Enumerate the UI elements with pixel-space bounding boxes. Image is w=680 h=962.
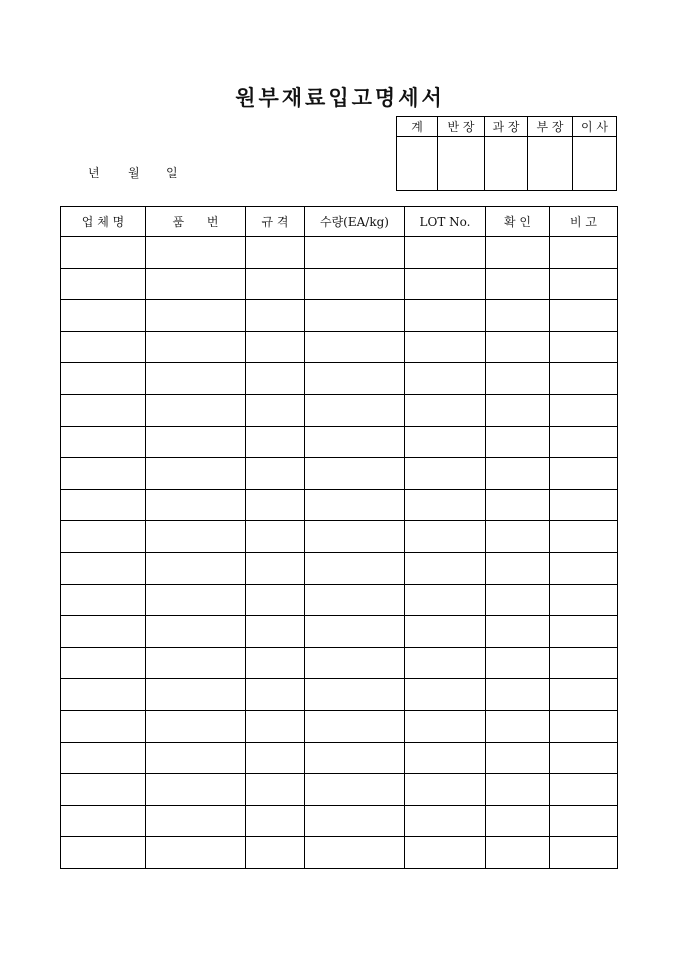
cell-quantity[interactable]: [305, 363, 405, 395]
cell-quantity[interactable]: [305, 584, 405, 616]
cell-quantity[interactable]: [305, 647, 405, 679]
cell-remarks[interactable]: [550, 584, 618, 616]
cell-check[interactable]: [486, 805, 550, 837]
cell-quantity[interactable]: [305, 331, 405, 363]
cell-lot-no[interactable]: [405, 489, 486, 521]
table-row: [61, 331, 618, 363]
cell-spec[interactable]: [246, 679, 305, 711]
cell-check[interactable]: [486, 710, 550, 742]
cell-quantity[interactable]: [305, 489, 405, 521]
table-row: [61, 710, 618, 742]
cell-quantity[interactable]: [305, 679, 405, 711]
cell-check[interactable]: [486, 489, 550, 521]
cell-lot-no[interactable]: [405, 394, 486, 426]
cell-vendor[interactable]: [61, 331, 146, 363]
cell-part-no[interactable]: [146, 394, 246, 426]
date-year-label: 년: [88, 166, 100, 180]
cell-part-no[interactable]: [146, 458, 246, 490]
cell-part-no[interactable]: [146, 584, 246, 616]
table-row: [61, 489, 618, 521]
table-header-row: [61, 207, 618, 237]
cell-quantity[interactable]: [305, 237, 405, 269]
cell-lot-no[interactable]: [405, 805, 486, 837]
cell-part-no[interactable]: [146, 237, 246, 269]
cell-vendor[interactable]: [61, 426, 146, 458]
table-body: [61, 237, 618, 869]
cell-lot-no[interactable]: [405, 679, 486, 711]
header-vendor: 업 체 명: [61, 207, 146, 237]
cell-part-no[interactable]: [146, 837, 246, 869]
cell-lot-no[interactable]: [405, 584, 486, 616]
cell-quantity[interactable]: [305, 300, 405, 332]
cell-spec[interactable]: [246, 805, 305, 837]
cell-quantity[interactable]: [305, 394, 405, 426]
cell-check[interactable]: [486, 647, 550, 679]
cell-check[interactable]: [486, 268, 550, 300]
cell-remarks[interactable]: [550, 679, 618, 711]
cell-lot-no[interactable]: [405, 458, 486, 490]
cell-part-no[interactable]: [146, 647, 246, 679]
cell-check[interactable]: [486, 394, 550, 426]
table-row: [61, 805, 618, 837]
cell-vendor[interactable]: [61, 363, 146, 395]
header-spec: 규 격: [246, 207, 305, 237]
cell-part-no[interactable]: [146, 363, 246, 395]
cell-check[interactable]: [486, 300, 550, 332]
page-title: 원부재료입고명세서: [235, 85, 445, 110]
cell-remarks[interactable]: [550, 710, 618, 742]
cell-remarks[interactable]: [550, 268, 618, 300]
header-remarks: 비 고: [550, 207, 618, 237]
cell-remarks[interactable]: [550, 237, 618, 269]
cell-part-no[interactable]: [146, 616, 246, 648]
cell-vendor[interactable]: [61, 300, 146, 332]
cell-spec[interactable]: [246, 458, 305, 490]
cell-remarks[interactable]: [550, 394, 618, 426]
approval-header-section-chief: 과 장: [485, 117, 528, 137]
cell-lot-no[interactable]: [405, 268, 486, 300]
cell-remarks[interactable]: [550, 300, 618, 332]
cell-lot-no[interactable]: [405, 426, 486, 458]
table-row: [61, 552, 618, 584]
cell-part-no[interactable]: [146, 742, 246, 774]
cell-check[interactable]: [486, 552, 550, 584]
cell-check[interactable]: [486, 679, 550, 711]
header-check: 확 인: [486, 207, 550, 237]
cell-spec[interactable]: [246, 584, 305, 616]
cell-remarks[interactable]: [550, 805, 618, 837]
cell-lot-no[interactable]: [405, 647, 486, 679]
cell-check[interactable]: [486, 584, 550, 616]
cell-lot-no[interactable]: [405, 552, 486, 584]
cell-vendor[interactable]: [61, 679, 146, 711]
cell-quantity[interactable]: [305, 552, 405, 584]
cell-part-no[interactable]: [146, 521, 246, 553]
cell-lot-no[interactable]: [405, 521, 486, 553]
cell-spec[interactable]: [246, 647, 305, 679]
cell-lot-no[interactable]: [405, 837, 486, 869]
cell-check[interactable]: [486, 521, 550, 553]
cell-check[interactable]: [486, 237, 550, 269]
cell-spec[interactable]: [246, 616, 305, 648]
cell-remarks[interactable]: [550, 489, 618, 521]
date-line: [88, 164, 178, 181]
table-row: [61, 774, 618, 806]
cell-lot-no[interactable]: [405, 363, 486, 395]
cell-check[interactable]: [486, 458, 550, 490]
table-row: [61, 616, 618, 648]
cell-vendor[interactable]: [61, 394, 146, 426]
cell-quantity[interactable]: [305, 268, 405, 300]
table-row: [61, 426, 618, 458]
cell-check[interactable]: [486, 426, 550, 458]
cell-vendor[interactable]: [61, 805, 146, 837]
cell-spec[interactable]: [246, 237, 305, 269]
cell-part-no[interactable]: [146, 300, 246, 332]
table-row: [61, 647, 618, 679]
approval-sign-dept-head[interactable]: [528, 137, 573, 191]
approval-header-foreman: 반 장: [438, 117, 485, 137]
cell-vendor[interactable]: [61, 489, 146, 521]
cell-vendor[interactable]: [61, 268, 146, 300]
cell-vendor[interactable]: [61, 458, 146, 490]
cell-spec[interactable]: [246, 837, 305, 869]
cell-lot-no[interactable]: [405, 742, 486, 774]
cell-quantity[interactable]: [305, 710, 405, 742]
cell-spec[interactable]: [246, 331, 305, 363]
cell-check[interactable]: [486, 616, 550, 648]
receipt-table: [60, 206, 618, 869]
cell-remarks[interactable]: [550, 426, 618, 458]
cell-check[interactable]: [486, 742, 550, 774]
date-day-label: 일: [166, 166, 178, 180]
cell-spec[interactable]: [246, 268, 305, 300]
cell-spec[interactable]: [246, 742, 305, 774]
cell-spec[interactable]: [246, 489, 305, 521]
table-row: [61, 521, 618, 553]
cell-spec[interactable]: [246, 300, 305, 332]
cell-lot-no[interactable]: [405, 300, 486, 332]
cell-vendor[interactable]: [61, 837, 146, 869]
cell-lot-no[interactable]: [405, 774, 486, 806]
cell-quantity[interactable]: [305, 774, 405, 806]
cell-vendor[interactable]: [61, 584, 146, 616]
cell-remarks[interactable]: [550, 647, 618, 679]
cell-remarks[interactable]: [550, 363, 618, 395]
approval-sign-foreman[interactable]: [438, 137, 485, 191]
table-row: [61, 237, 618, 269]
cell-vendor[interactable]: [61, 552, 146, 584]
cell-spec[interactable]: [246, 394, 305, 426]
cell-check[interactable]: [486, 837, 550, 869]
cell-remarks[interactable]: [550, 521, 618, 553]
cell-spec[interactable]: [246, 363, 305, 395]
header-lot-no: LOT No.: [405, 207, 486, 237]
approval-sign-staff[interactable]: [397, 137, 438, 191]
cell-spec[interactable]: [246, 426, 305, 458]
header-quantity: 수량(EA/kg): [305, 207, 405, 237]
cell-part-no[interactable]: [146, 489, 246, 521]
cell-remarks[interactable]: [550, 616, 618, 648]
cell-quantity[interactable]: [305, 616, 405, 648]
cell-remarks[interactable]: [550, 458, 618, 490]
table-row: [61, 363, 618, 395]
cell-lot-no[interactable]: [405, 237, 486, 269]
approval-table: [396, 116, 617, 191]
cell-part-no[interactable]: [146, 710, 246, 742]
approval-header-staff: 계: [397, 117, 438, 137]
cell-vendor[interactable]: [61, 616, 146, 648]
table-row: [61, 742, 618, 774]
cell-remarks[interactable]: [550, 774, 618, 806]
cell-check[interactable]: [486, 331, 550, 363]
table-row: [61, 300, 618, 332]
cell-spec[interactable]: [246, 774, 305, 806]
cell-part-no[interactable]: [146, 426, 246, 458]
approval-header-director: 이 사: [573, 117, 617, 137]
table-row: [61, 837, 618, 869]
cell-vendor[interactable]: [61, 237, 146, 269]
cell-spec[interactable]: [246, 521, 305, 553]
cell-part-no[interactable]: [146, 268, 246, 300]
cell-vendor[interactable]: [61, 742, 146, 774]
cell-vendor[interactable]: [61, 647, 146, 679]
cell-vendor[interactable]: [61, 774, 146, 806]
cell-check[interactable]: [486, 363, 550, 395]
date-month-label: 월: [128, 166, 140, 180]
cell-remarks[interactable]: [550, 742, 618, 774]
cell-quantity[interactable]: [305, 742, 405, 774]
cell-remarks[interactable]: [550, 837, 618, 869]
cell-quantity[interactable]: [305, 521, 405, 553]
cell-part-no[interactable]: [146, 679, 246, 711]
table-row: [61, 268, 618, 300]
cell-spec[interactable]: [246, 710, 305, 742]
cell-quantity[interactable]: [305, 837, 405, 869]
table-row: [61, 679, 618, 711]
table-row: [61, 394, 618, 426]
approval-sign-director[interactable]: [573, 137, 617, 191]
cell-part-no[interactable]: [146, 552, 246, 584]
approval-header-dept-head: 부 장: [528, 117, 573, 137]
cell-lot-no[interactable]: [405, 710, 486, 742]
cell-part-no[interactable]: [146, 805, 246, 837]
cell-quantity[interactable]: [305, 426, 405, 458]
approval-sign-section-chief[interactable]: [485, 137, 528, 191]
cell-remarks[interactable]: [550, 552, 618, 584]
cell-quantity[interactable]: [305, 458, 405, 490]
cell-lot-no[interactable]: [405, 331, 486, 363]
cell-check[interactable]: [486, 774, 550, 806]
cell-lot-no[interactable]: [405, 616, 486, 648]
cell-remarks[interactable]: [550, 331, 618, 363]
cell-vendor[interactable]: [61, 710, 146, 742]
cell-part-no[interactable]: [146, 331, 246, 363]
cell-vendor[interactable]: [61, 521, 146, 553]
header-part-no: 품 번: [146, 207, 246, 237]
cell-quantity[interactable]: [305, 805, 405, 837]
table-row: [61, 458, 618, 490]
cell-part-no[interactable]: [146, 774, 246, 806]
table-row: [61, 584, 618, 616]
cell-spec[interactable]: [246, 552, 305, 584]
